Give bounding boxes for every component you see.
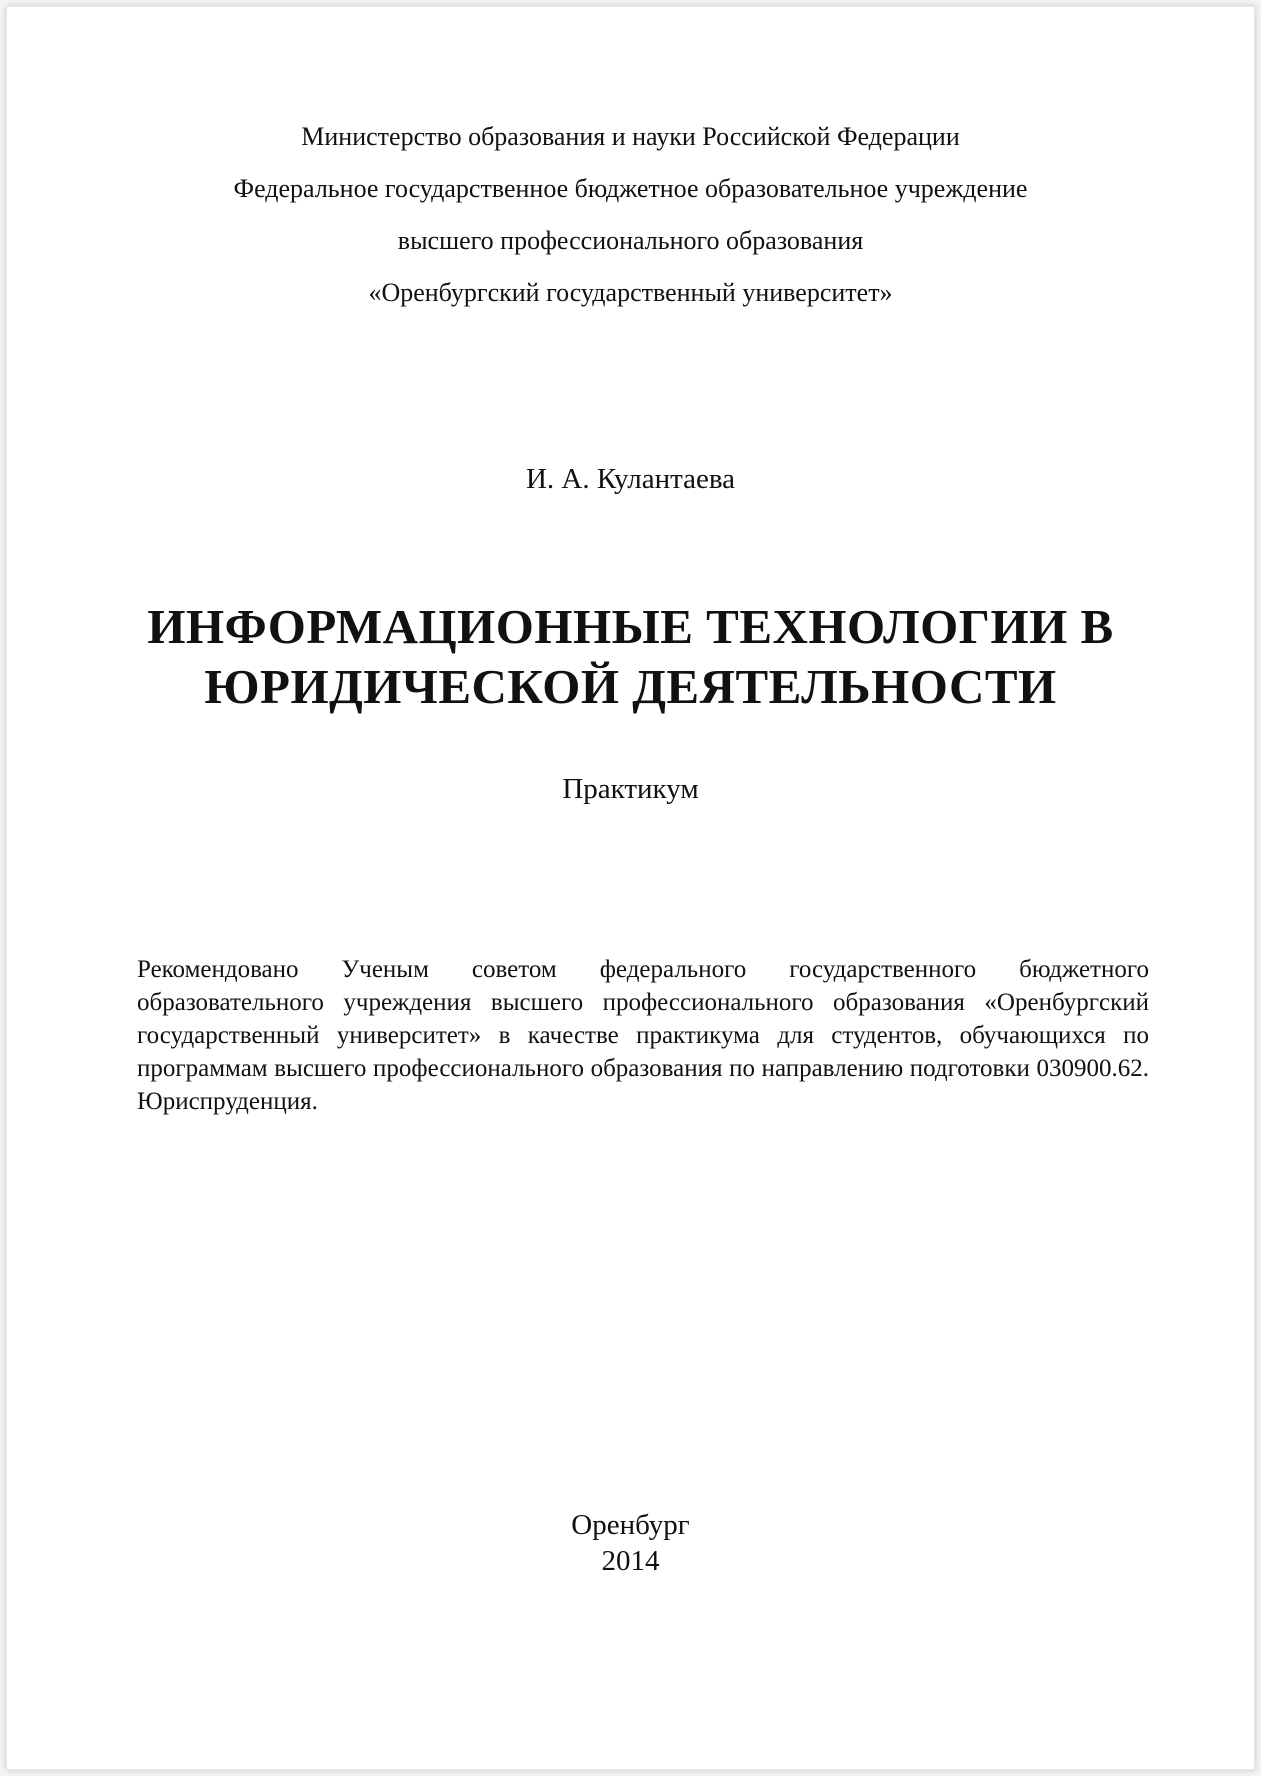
recommendation-paragraph: Рекомендовано Ученым советом федерального государственного бюджетного образовательного учреждения высшего профессионального образования «Оренбургский государственный университет» в качестве практикума для студентов, обучающихся по программам высшего профессионального образования по направлению подготовки 030900.62. Юриспруденция. [137,956,1149,1115]
title-line-1: ИНФОРМАЦИОННЫЕ ТЕХНОЛОГИИ В [147,599,1114,654]
header-line-ministry: Министерство образования и науки Российской Федерации [301,122,960,151]
header-line-institution-type: Федеральное государственное бюджетное образовательное учреждение [233,174,1028,203]
ministry-header [7,111,1254,319]
author-name: И. А. Кулантаева [525,463,736,495]
document-page [6,6,1255,1770]
header-line-education-level: высшего профессионального образования [397,226,864,255]
document-title [7,597,1254,717]
publication-city: Оренбург [571,1509,690,1541]
header-line-university: «Оренбургский государственный университет» [368,278,893,307]
publication-year: 2014 [601,1545,660,1577]
publication-info [7,1507,1254,1579]
document-subtitle: Практикум [562,773,699,805]
title-line-2: ЮРИДИЧЕСКОЙ ДЕЯТЕЛЬНОСТИ [204,659,1057,714]
